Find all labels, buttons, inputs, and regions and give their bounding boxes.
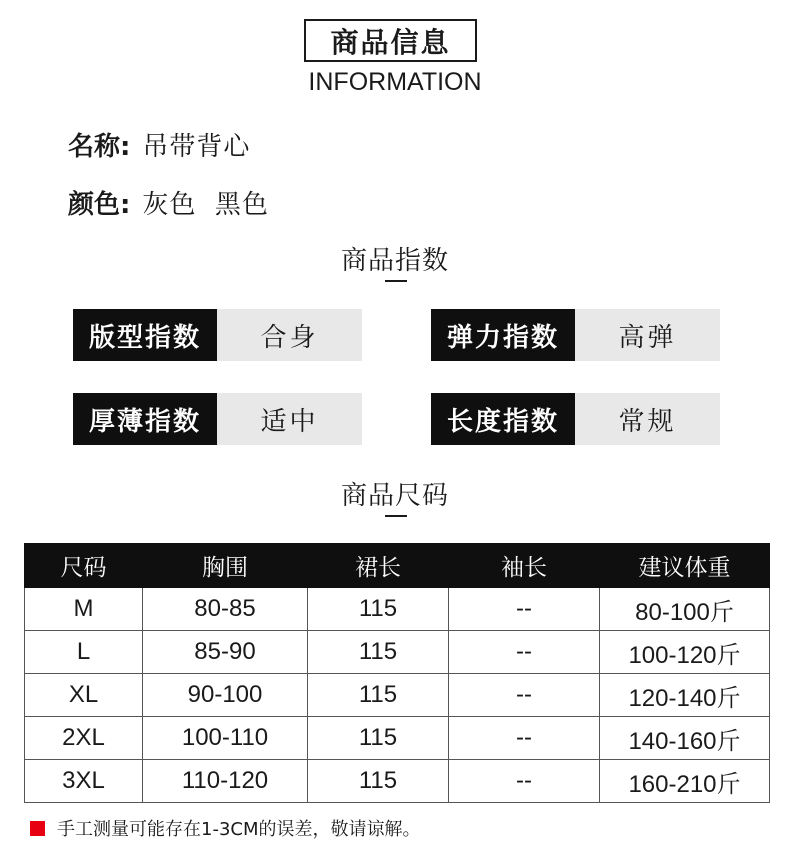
- index-item-thickness: [73, 393, 362, 445]
- title-en: INFORMATION: [308, 68, 482, 96]
- table-cell: 80-100斤: [600, 588, 770, 631]
- name-label: 名称:: [68, 132, 131, 162]
- note-text: 手工测量可能存在1-3CM的误差，敬请谅解。: [57, 819, 421, 840]
- table-cell: 2XL: [25, 717, 143, 760]
- index-title-underline: [385, 280, 407, 282]
- header-cell: 胸围: [143, 544, 308, 588]
- table-cell: --: [449, 674, 600, 717]
- index-label: 弹力指数: [431, 309, 575, 361]
- table-cell: --: [449, 760, 600, 803]
- table-cell: L: [25, 631, 143, 674]
- table-row: [25, 588, 770, 631]
- section-title-box: [304, 19, 477, 62]
- size-table: [24, 543, 770, 803]
- color-label: 颜色:: [68, 190, 131, 220]
- table-row: [25, 717, 770, 760]
- header-cell: 袖长: [449, 544, 600, 588]
- size-table-header: [25, 544, 770, 588]
- table-cell: 110-120: [143, 760, 308, 803]
- table-cell: --: [449, 717, 600, 760]
- size-title-underline: [385, 515, 407, 517]
- index-item-length: [431, 393, 720, 445]
- table-row: [25, 760, 770, 803]
- size-section-title: 商品尺码: [340, 481, 449, 511]
- index-item-elasticity: [431, 309, 720, 361]
- header-cell: 尺码: [25, 544, 143, 588]
- measurement-note: [30, 815, 421, 841]
- table-cell: 3XL: [25, 760, 143, 803]
- table-cell: 115: [308, 588, 449, 631]
- table-cell: M: [25, 588, 143, 631]
- color-value: 灰色 黑色: [142, 190, 269, 220]
- index-value: 合身: [217, 309, 362, 361]
- table-cell: 120-140斤: [600, 674, 770, 717]
- table-cell: 115: [308, 717, 449, 760]
- table-cell: 85-90: [143, 631, 308, 674]
- index-value: 高弹: [575, 309, 720, 361]
- index-label: 长度指数: [431, 393, 575, 445]
- table-cell: 90-100: [143, 674, 308, 717]
- index-value: 适中: [217, 393, 362, 445]
- name-value: 吊带背心: [142, 132, 251, 162]
- table-cell: 115: [308, 631, 449, 674]
- name-row: [68, 126, 250, 163]
- table-cell: --: [449, 588, 600, 631]
- note-marker-icon: [30, 821, 45, 836]
- table-cell: --: [449, 631, 600, 674]
- index-value: 常规: [575, 393, 720, 445]
- table-cell: 140-160斤: [600, 717, 770, 760]
- header-cell: 建议体重: [600, 544, 770, 588]
- color-row: [68, 184, 269, 221]
- index-label: 版型指数: [73, 309, 217, 361]
- table-row: [25, 674, 770, 717]
- index-section-title: 商品指数: [340, 246, 449, 276]
- table-row: [25, 631, 770, 674]
- header-cell: 裙长: [308, 544, 449, 588]
- table-cell: 115: [308, 760, 449, 803]
- table-cell: 100-120斤: [600, 631, 770, 674]
- table-cell: 80-85: [143, 588, 308, 631]
- table-cell: XL: [25, 674, 143, 717]
- table-cell: 160-210斤: [600, 760, 770, 803]
- title-cn: 商品信息: [330, 25, 451, 59]
- index-item-fit: [73, 309, 362, 361]
- table-cell: 100-110: [143, 717, 308, 760]
- table-cell: 115: [308, 674, 449, 717]
- index-label: 厚薄指数: [73, 393, 217, 445]
